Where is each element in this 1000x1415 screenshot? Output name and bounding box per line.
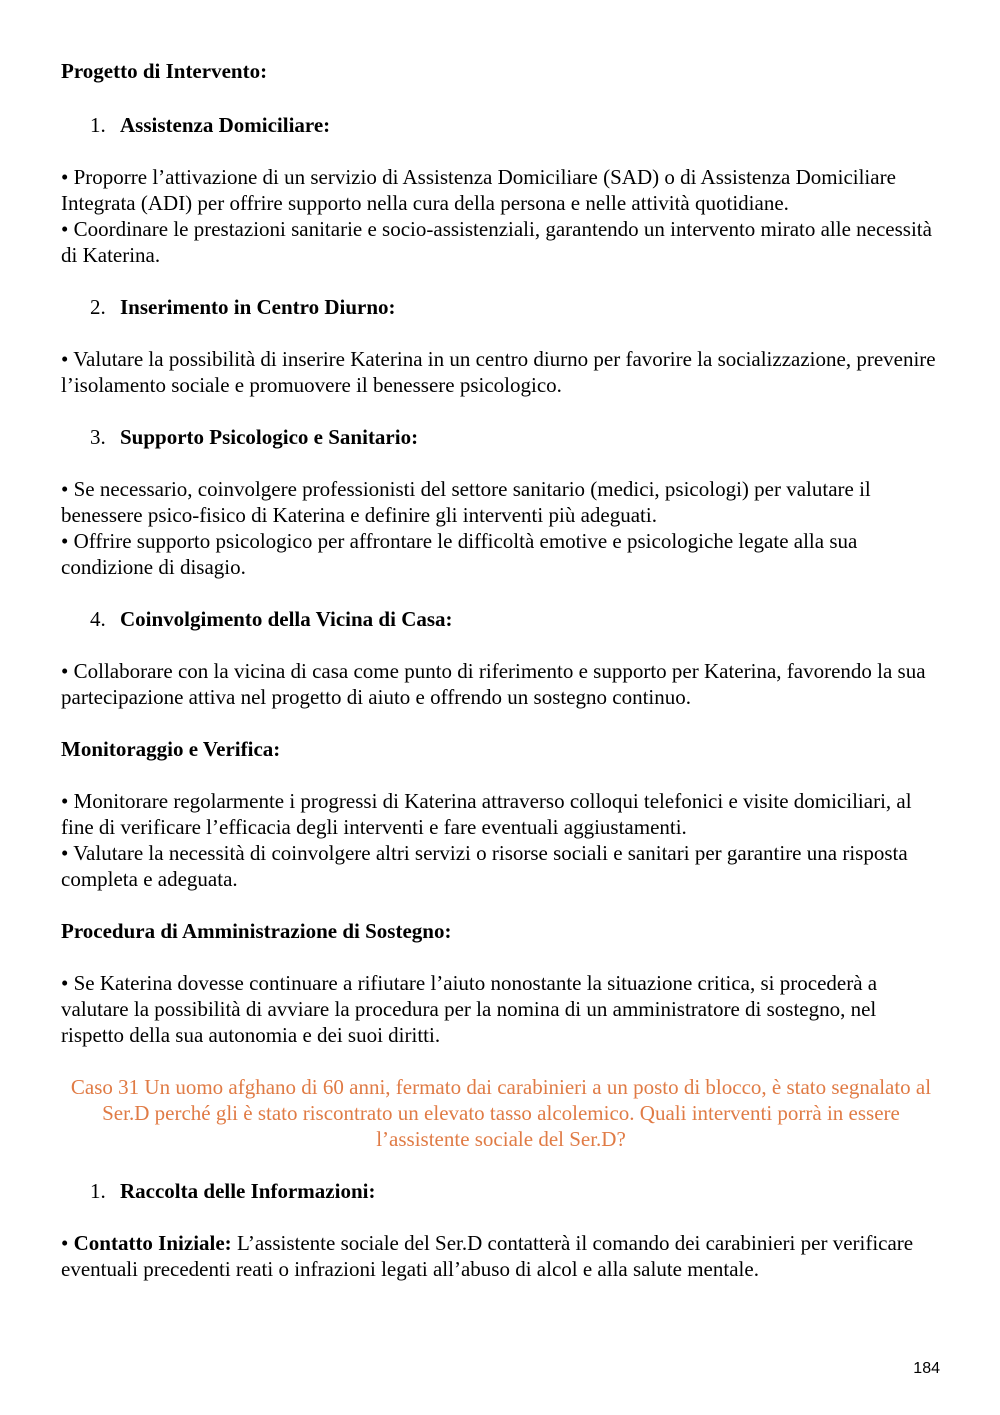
bullet-monitorare: • Monitorare regolarmente i progressi di Katerina attraverso colloqui telefonici e visite domiciliari, al fine di verificare l’efficacia degli interventi e fare eventuali aggiustamenti. [61, 789, 912, 839]
list-number: 3. [90, 425, 106, 449]
case-31-text: Caso 31 Un uomo afghano di 60 anni, fermato dai carabinieri a un posto di blocco, è stato segnalato al Ser.D perché gli è stato riscontrato un elevato tasso alcolemico. Quali interventi porrà in essere l’assistente sociale del Ser.D? [70, 1075, 932, 1151]
heading-raccolta-informazioni [61, 1178, 941, 1204]
list-number: 2. [90, 295, 106, 319]
list-number: 1. [90, 1179, 106, 1203]
heading-assistenza-domiciliare [61, 112, 941, 138]
bullet-vicina: • Collaborare con la vicina di casa come punto di riferimento e supporto per Katerina, favorendo la sua partecipazione attiva nel progetto di aiuto e offrendo un sostegno continuo. [61, 659, 926, 709]
heading-centro-diurno [61, 294, 941, 320]
heading-amministrazione-sostegno: Procedura di Amministrazione di Sostegno: [61, 919, 452, 943]
heading-supporto-psicologico [61, 424, 941, 450]
heading-label: Supporto Psicologico e Sanitario: [120, 425, 419, 449]
list-number: 4. [90, 607, 106, 631]
contatto-iniziale-text: L’assistente sociale del Ser.D contatterà il comando dei carabinieri per verificare eventuali precedenti reati o infrazioni legati all’abuso di alcol e alla salute mentale. [61, 1231, 914, 1281]
heading-progetto: Progetto di Intervento: [61, 59, 268, 83]
bullet-centro-diurno: • Valutare la possibilità di inserire Katerina in un centro diurno per favorire la socializzazione, prevenire l’isolamento sociale e promuovere il benessere psicologico. [61, 347, 936, 397]
heading-monitoraggio: Monitoraggio e Verifica: [61, 737, 281, 761]
page-number: 184 [913, 1360, 940, 1377]
bullet-professionisti: • Se necessario, coinvolgere professionisti del settore sanitario (medici, psicologi) per valutare il benessere psico-fisico di Katerina e definire gli interventi più adeguati. [61, 477, 871, 527]
heading-label: Assistenza Domiciliare: [120, 113, 331, 137]
bullet-mark: • [61, 1231, 74, 1255]
bullet-coordinare: • Coordinare le prestazioni sanitarie e socio-assistenziali, garantendo un intervento mirato alle necessità di Katerina. [61, 217, 932, 267]
bullet-valutare-servizi: • Valutare la necessità di coinvolgere altri servizi o risorse sociali e sanitari per garantire una risposta completa e adeguata. [61, 841, 908, 891]
bullet-supporto-psicologico: • Offrire supporto psicologico per affrontare le difficoltà emotive e psicologiche legate alla sua condizione di disagio. [61, 529, 858, 579]
bullet-sad-adi: • Proporre l’attivazione di un servizio di Assistenza Domiciliare (SAD) o di Assistenza Domiciliare Integrata (ADI) per offrire supporto nella cura della persona e nelle attività quotidiane. [61, 165, 896, 215]
heading-label: Coinvolgimento della Vicina di Casa: [120, 607, 453, 631]
list-number: 1. [90, 113, 106, 137]
heading-vicina-di-casa [61, 606, 941, 632]
bullet-contatto-iniziale [61, 1230, 941, 1282]
bullet-amministratore: • Se Katerina dovesse continuare a rifiutare l’aiuto nonostante la situazione critica, si procederà a valutare la possibilità di avviare la procedura per la nomina di un amministratore di sostegno, nel rispetto della sua autonomia e dei suoi diritti. [61, 971, 878, 1047]
heading-label: Inserimento in Centro Diurno: [120, 295, 396, 319]
heading-label: Raccolta delle Informazioni: [120, 1179, 376, 1203]
document-body [61, 58, 941, 1282]
contatto-iniziale-label: Contatto Iniziale: [73, 1231, 232, 1255]
